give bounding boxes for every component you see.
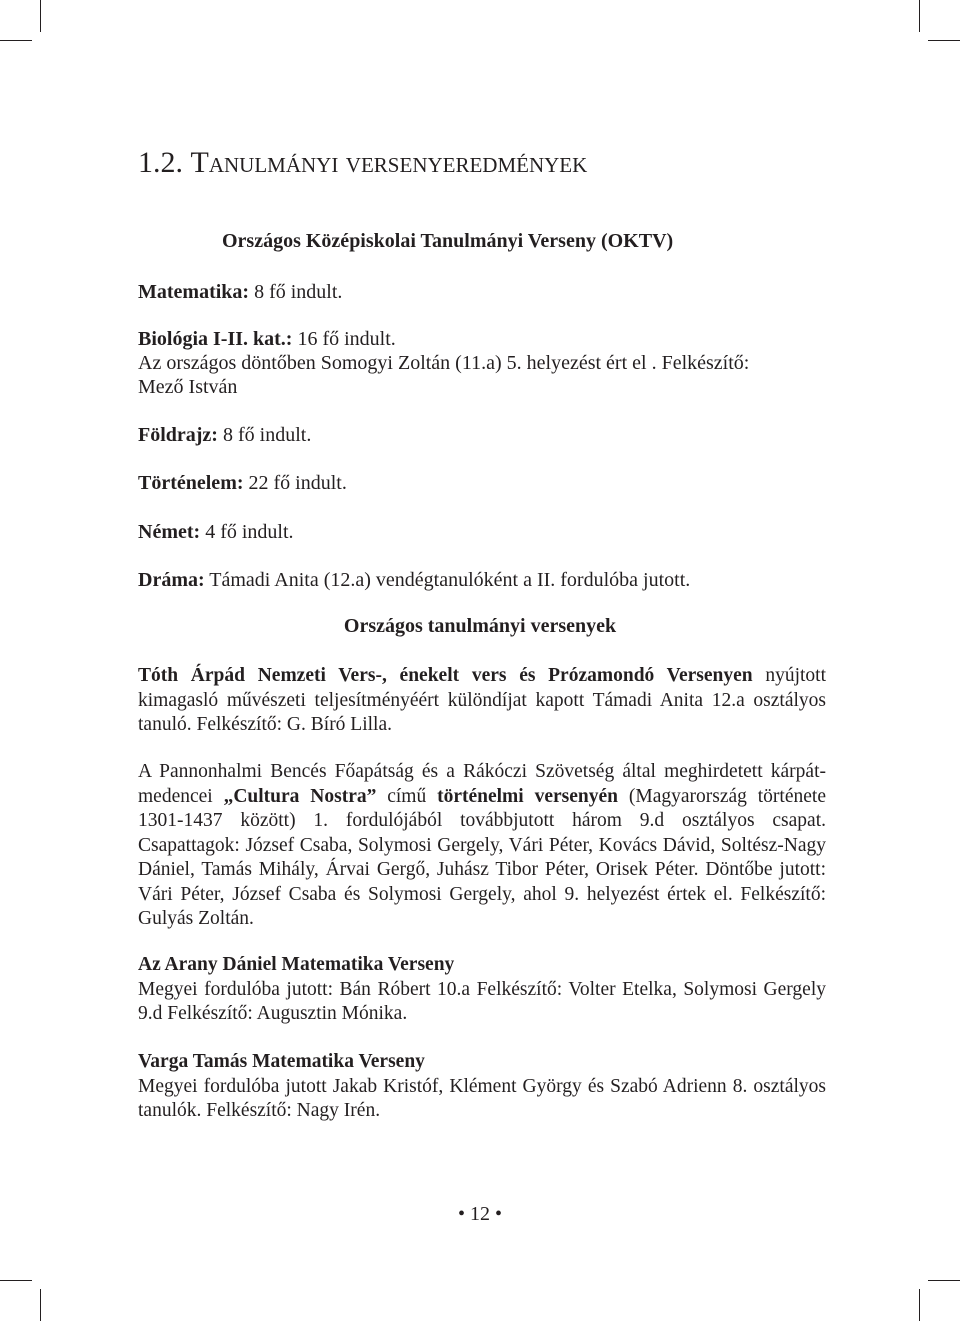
bio-text: 16 fő indult. [292, 328, 396, 350]
foldrajz-label: Földrajz: [138, 424, 218, 446]
foldrajz-line [138, 423, 311, 447]
foldrajz-text: 8 fő indult. [217, 424, 312, 446]
tori-label: Történelem: [138, 472, 244, 494]
matek-text: 8 fő indult. [249, 281, 343, 303]
pannon-text-1: A Pannonhalmi Bencés Főapátság és a Rákóczi Szövetség által meghirdetett kárpát-medencei [138, 761, 826, 807]
crop-mark [919, 1289, 920, 1321]
bio-line [138, 327, 396, 351]
crop-mark [919, 0, 920, 32]
nemet-label: Német: [138, 521, 201, 543]
matek-label: Matematika: [138, 281, 250, 303]
oktv-heading: Országos Középiskolai Tanulmányi Verseny (OKTV) [222, 230, 674, 252]
drama-label: Dráma: [138, 569, 205, 591]
section-heading: Országos tanulmányi versenyek [343, 615, 617, 637]
tori-line [138, 471, 347, 495]
page-number: • 12 • [457, 1203, 502, 1225]
chapter-heading [138, 146, 587, 180]
drama-line [138, 568, 690, 592]
bio-line-3: Mező István [138, 376, 238, 398]
toth-paragraph [138, 664, 826, 738]
tori-text: 22 fő indult. [243, 472, 347, 494]
matek-line [138, 280, 342, 304]
crop-mark [928, 1280, 960, 1281]
bio-label: Biológia I-II. kat.: [138, 328, 293, 350]
pannon-paragraph [138, 760, 826, 932]
drama-text: Támadi Anita (12.a) vendégtanulóként a II. fordulóba jutott. [204, 569, 691, 591]
varga-heading: Varga Tamás Matematika Verseny [138, 1051, 425, 1072]
crop-mark [0, 1280, 32, 1281]
toth-text: nyújtott kimagasló művészeti teljesítményéért különdíjat kapott Támadi Anita 12.a osztályos tanuló. Felkészítő: G. Bíró Lilla. [138, 665, 826, 735]
toth-title: Tóth Árpád Nemzeti Vers-, énekelt vers és Prózamondó Versenyen [138, 665, 753, 686]
arany-heading: Az Arany Dániel Matematika Verseny [138, 954, 455, 975]
cultura-nostra: „Cultura Nostra” [223, 785, 377, 807]
nemet-line [138, 520, 294, 544]
varga-text: Megyei fordulóba jutott Jakab Kristóf, Klément György és Szabó Adrienn 8. osztályos tanulók. Felkészítő: Nagy Irén. [138, 1075, 826, 1121]
crop-mark [928, 40, 960, 41]
varga-section [138, 1050, 826, 1124]
nemet-text: 4 fő indult. [200, 521, 294, 543]
crop-mark [40, 1289, 41, 1321]
arany-section [138, 953, 826, 1027]
bio-line-2: Az országos döntőben Somogyi Zoltán (11.a) 5. helyezést ért el . Felkészítő: [138, 352, 750, 374]
pannon-text-3: (Magyarország története 1301-1437 között) 1. fordulójából továbbjutott három 9.d osztályos csapat. Csapattagok: József Csaba, Solymosi Gergely, Vári Péter, Kovács Dávid, Soltész-Nagy Dániel, Tamás Mihály, Árvai Gergő, Juhász Tibor Péter, Orisek Péter. Döntőbe jutott: Vári Péter, József Csaba és Solymosi Gergely, ahol 9. helyezést értek el. Felkészítő: Gulyás Zoltán. [138, 785, 826, 929]
chapter-title: Tanulmányi versenyeredmények [190, 146, 588, 179]
chapter-number: 1.2. [138, 146, 183, 179]
arany-text: Megyei fordulóba jutott: Bán Róbert 10.a Felkészítő: Volter Etelka, Solymosi Gergely 9.d Felkészítő: Augusztin Mónika. [138, 978, 826, 1024]
crop-mark [40, 0, 41, 32]
tortenelmi-verseny: történelmi versenyén [437, 785, 618, 807]
pannon-text-2: című [376, 785, 438, 807]
crop-mark [0, 40, 32, 41]
